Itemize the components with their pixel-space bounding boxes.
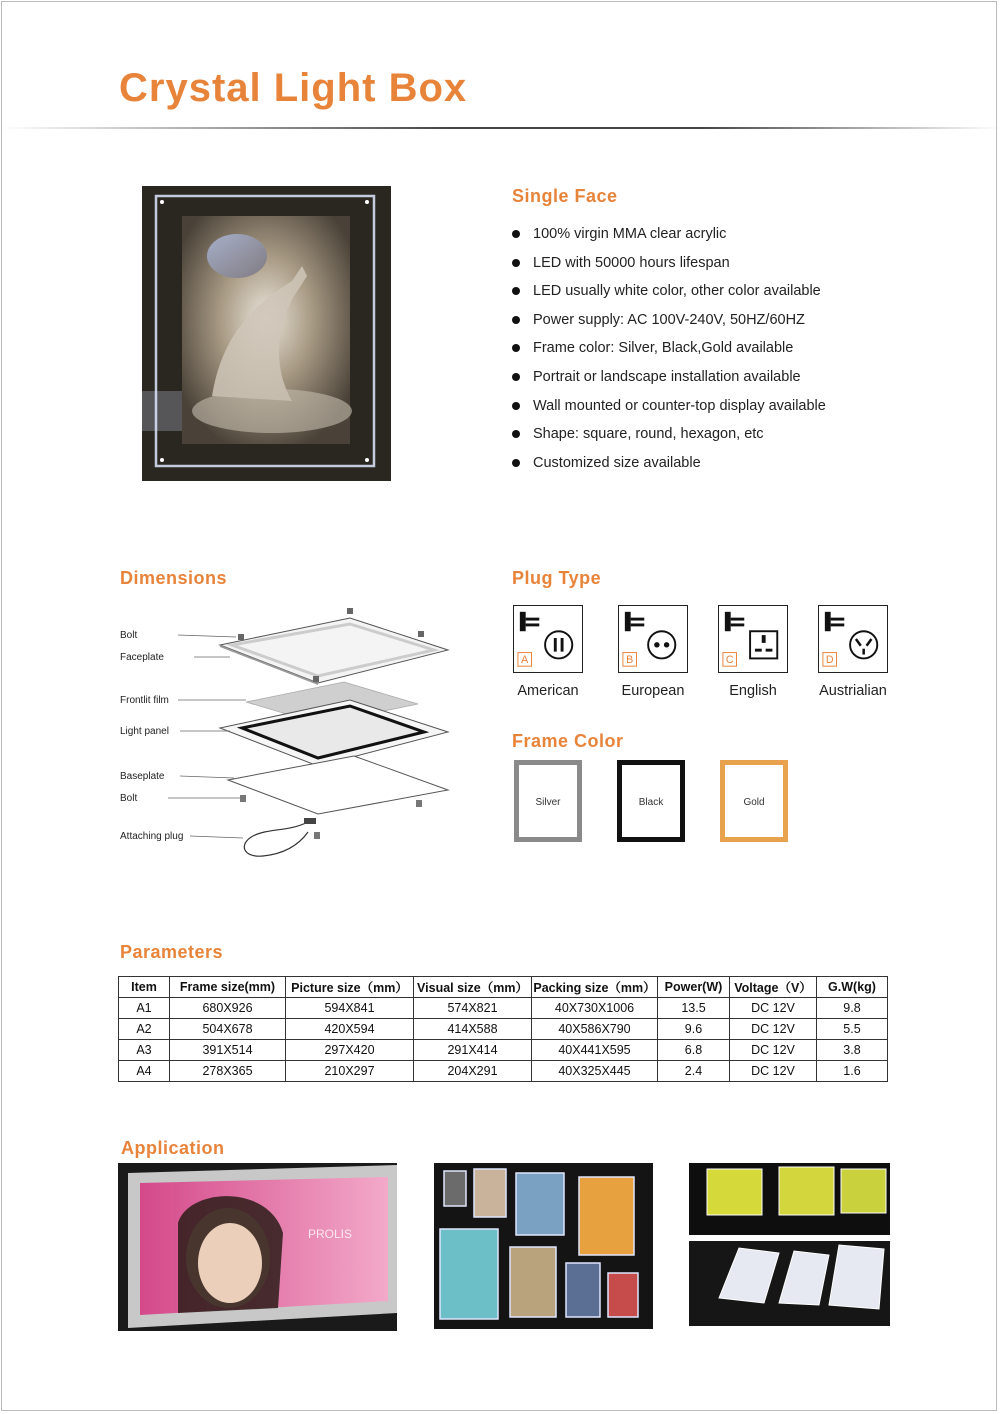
title-divider — [0, 127, 1000, 129]
swatch-label: Gold — [743, 797, 765, 808]
feature-item: Customized size available — [512, 452, 826, 481]
diagram-label: Bolt — [120, 630, 138, 641]
table-cell: 414X588 — [414, 1019, 532, 1040]
european-socket-icon — [618, 605, 688, 673]
feature-item: Frame color: Silver, Black,Gold available — [512, 337, 826, 366]
table-cell: DC 12V — [730, 1019, 817, 1040]
svg-text:PROLIS: PROLIS — [308, 1227, 353, 1241]
plug-name: English — [729, 683, 777, 699]
table-cell: 40X325X445 — [532, 1061, 658, 1082]
table-cell: 297X420 — [286, 1040, 414, 1061]
table-cell: 574X821 — [414, 998, 532, 1019]
frame-swatch-gold — [720, 760, 788, 842]
table-header-row — [119, 977, 888, 998]
table-cell: 504X678 — [170, 1019, 286, 1040]
table-cell: 420X594 — [286, 1019, 414, 1040]
table-cell: 5.5 — [817, 1019, 888, 1040]
table-cell: DC 12V — [730, 1061, 817, 1082]
diagram-label: Baseplate — [120, 771, 165, 782]
swatch-label: Black — [638, 797, 664, 808]
table-cell: 2.4 — [658, 1061, 730, 1082]
table-cell: 1.6 — [817, 1061, 888, 1082]
table-cell: 210X297 — [286, 1061, 414, 1082]
column-header: Voltage（V） — [730, 977, 817, 998]
column-header: Packing size（mm） — [532, 977, 658, 998]
plug-type-list — [512, 605, 892, 705]
australian-socket-icon — [818, 605, 888, 673]
application-photo-counter-display — [689, 1163, 890, 1326]
table-cell: 40X730X1006 — [532, 998, 658, 1019]
feature-item: LED with 50000 hours lifespan — [512, 252, 826, 281]
feature-list — [512, 223, 826, 480]
exploded-diagram — [118, 600, 458, 865]
feature-item: Shape: square, round, hexagon, etc — [512, 423, 826, 452]
diagram-label: Faceplate — [120, 652, 164, 663]
table-cell: 3.8 — [817, 1040, 888, 1061]
table-cell: 9.6 — [658, 1019, 730, 1040]
swatch-label: Silver — [535, 797, 561, 808]
table-cell: 391X514 — [170, 1040, 286, 1061]
frame-swatch-black — [617, 760, 685, 842]
table-cell: 278X365 — [170, 1061, 286, 1082]
column-header: Item — [119, 977, 170, 998]
dimensions-heading: Dimensions — [120, 568, 228, 588]
table-cell: 9.8 — [817, 998, 888, 1019]
application-photo-portrait-display — [118, 1163, 397, 1331]
table-cell: DC 12V — [730, 1040, 817, 1061]
diagram-label: Attaching plug — [120, 831, 184, 842]
feature-item: 100% virgin MMA clear acrylic — [512, 223, 826, 252]
table-row — [119, 1061, 888, 1082]
table-row — [119, 1040, 888, 1061]
table-cell: 6.8 — [658, 1040, 730, 1061]
plug-letter: C — [725, 654, 734, 667]
product-photo — [142, 186, 391, 481]
table-cell: 40X441X595 — [532, 1040, 658, 1061]
frame-color-list — [513, 760, 813, 845]
column-header: Power(W) — [658, 977, 730, 998]
diagram-label: Frontlit film — [120, 695, 169, 706]
plug-name: American — [517, 683, 579, 699]
column-header: Visual size（mm） — [414, 977, 532, 998]
table-cell: 291X414 — [414, 1040, 532, 1061]
feature-item: LED usually white color, other color available — [512, 280, 826, 309]
feature-item: Power supply: AC 100V-240V, 50HZ/60HZ — [512, 309, 826, 338]
feature-item: Wall mounted or counter-top display available — [512, 395, 826, 424]
frame-swatch-silver — [514, 760, 582, 842]
column-header: Picture size（mm） — [286, 977, 414, 998]
parameters-heading: Parameters — [120, 942, 224, 962]
column-header: G.W(kg) — [817, 977, 888, 998]
single-face-heading: Single Face — [512, 186, 618, 206]
table-cell: A1 — [119, 998, 170, 1019]
diagram-label: Bolt — [120, 793, 138, 804]
table-cell: 204X291 — [414, 1061, 532, 1082]
diagram-label: Light panel — [120, 726, 169, 737]
table-cell: DC 12V — [730, 998, 817, 1019]
table-cell: 13.5 — [658, 998, 730, 1019]
column-header: Frame size(mm) — [170, 977, 286, 998]
table-cell: 594X841 — [286, 998, 414, 1019]
plug-type-heading: Plug Type — [512, 568, 602, 588]
table-row — [119, 998, 888, 1019]
table-cell: 680X926 — [170, 998, 286, 1019]
table-row — [119, 1019, 888, 1040]
plug-letter: D — [825, 654, 834, 667]
table-cell: A3 — [119, 1040, 170, 1061]
plug-name: Austrialian — [819, 683, 887, 699]
parameters-table — [118, 976, 888, 1082]
application-photo-wall-display — [434, 1163, 653, 1329]
feature-item: Portrait or landscape installation available — [512, 366, 826, 395]
table-cell: A2 — [119, 1019, 170, 1040]
table-cell: 40X586X790 — [532, 1019, 658, 1040]
plug-letter: A — [521, 654, 529, 667]
page-title: Crystal Light Box — [119, 66, 468, 110]
american-socket-icon — [513, 605, 583, 673]
table-cell: A4 — [119, 1061, 170, 1082]
frame-color-heading: Frame Color — [512, 731, 624, 751]
application-heading: Application — [121, 1138, 225, 1158]
plug-letter: B — [626, 654, 634, 667]
plug-name: European — [621, 683, 685, 699]
english-socket-icon — [718, 605, 788, 673]
